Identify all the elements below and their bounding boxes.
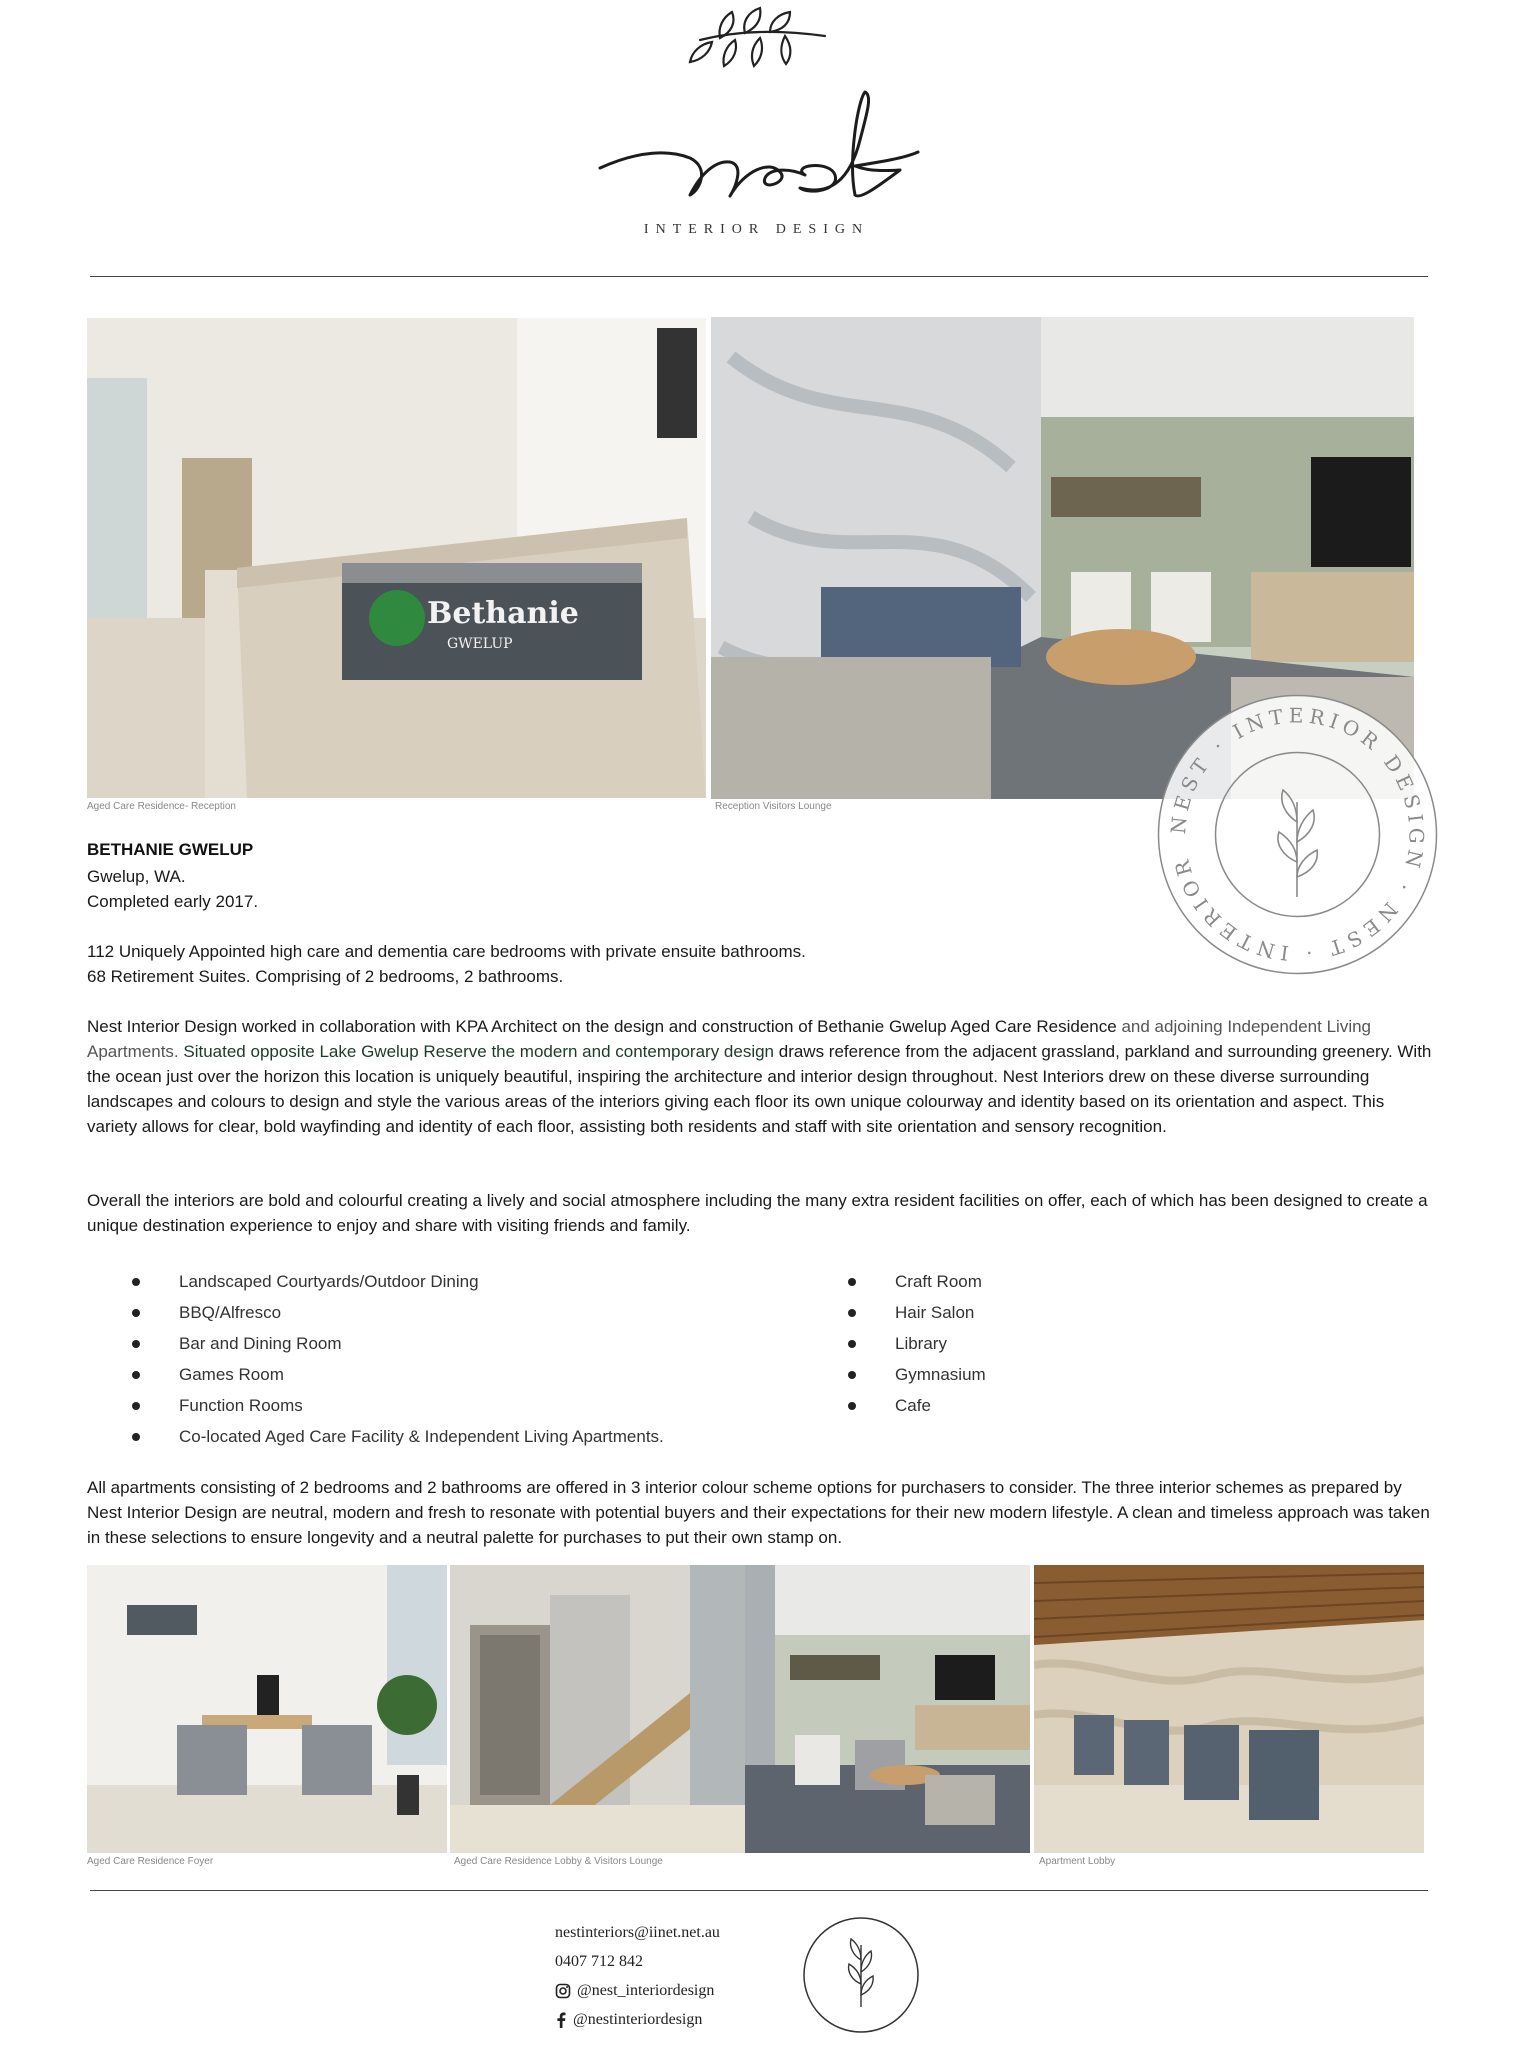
list-item: Games Room: [88, 1359, 788, 1390]
facilities-list-left: [88, 1266, 788, 1452]
description-part: draws reference from the adjacent grassland, parkland and surrounding greenery. With the ocean just over the horizon this location is uniquely beautiful, inspiring the architecture and interior design throughout. Nest Interiors drew on these diverse surrounding landscapes and colours to design and style the various areas of the interiors giving each floor its own unique colourway and identity based on its orientation and aspect. This variety allows for clear, bold wayfinding and identity of each floor, assisting both residents and staff with site orientation and sensory recognition.: [87, 1042, 1432, 1136]
project-title: BETHANIE GWELUP: [87, 840, 254, 859]
list-item: Craft Room: [804, 1266, 1204, 1297]
contact-email[interactable]: nestinteriors@iinet.net.au: [555, 1924, 720, 1941]
project-location: Gwelup, WA.: [87, 867, 186, 886]
list-item: Cafe: [804, 1390, 1204, 1421]
sign-title: Bethanie: [427, 596, 579, 631]
stamp-ring-text: NEST · INTERIOR DESIGN · NEST · INTERIOR: [1166, 703, 1429, 966]
project-fact-bedrooms: 112 Uniquely Appointed high care and dementia care bedrooms with private ensuite bathrooms.: [87, 942, 806, 961]
list-item: Co-located Aged Care Facility & Independent Living Apartments.: [88, 1421, 788, 1452]
project-atmosphere: Overall the interiors are bold and colourful creating a lively and social atmosphere including the many extra resident facilities on offer, each of which has been designed to create a unique destination experience to enjoy and share with visiting friends and family.: [87, 1191, 1428, 1235]
project-description: [87, 1014, 1432, 1139]
footer-leaf-badge: [801, 1915, 921, 2035]
photo-foyer: [87, 1565, 447, 1853]
project-fact-suites: 68 Retirement Suites. Comprising of 2 bedrooms, 2 bathrooms.: [87, 967, 564, 986]
contact-email-row: [555, 1918, 720, 1947]
facilities-list-right: [804, 1266, 1204, 1421]
photo-lounge: [745, 1565, 1030, 1853]
contact-instagram[interactable]: @nest_interiordesign: [577, 1982, 715, 1999]
contact-facebook[interactable]: @nestinteriordesign: [573, 2011, 703, 2028]
list-item: Landscaped Courtyards/Outdoor Dining: [88, 1266, 788, 1297]
footer-divider: [90, 1890, 1428, 1891]
list-item: Library: [804, 1328, 1204, 1359]
sign-subtitle: GWELUP: [447, 636, 513, 652]
caption-reception: Aged Care Residence- Reception: [87, 801, 236, 812]
caption-lobby: Aged Care Residence Lobby & Visitors Lounge: [454, 1856, 663, 1867]
instagram-icon: [555, 1983, 571, 1999]
description-part: and adjoining Independent Living Apartments.: [87, 1017, 1372, 1061]
facebook-icon: [555, 2012, 567, 2028]
contact-phone[interactable]: 0407 712 842: [555, 1953, 643, 1970]
list-item: BBQ/Alfresco: [88, 1297, 788, 1328]
list-item: Hair Salon: [804, 1297, 1204, 1328]
contact-facebook-row: [555, 2005, 720, 2034]
photo-reception: [87, 318, 706, 798]
interior-design-stamp: [1155, 692, 1440, 977]
header-divider: [90, 276, 1428, 277]
leaf-branch-icon: [0, 0, 1513, 250]
list-item: Function Rooms: [88, 1390, 788, 1421]
contact-instagram-row: [555, 1976, 720, 2005]
leaf-branch-icon: [801, 1915, 921, 2035]
brand-logo: [0, 0, 1513, 250]
description-part: Situated opposite Lake Gwelup Reserve the modern and contemporary design: [178, 1042, 775, 1061]
caption-foyer: Aged Care Residence Foyer: [87, 1856, 214, 1867]
contact-block: [555, 1918, 720, 2034]
description-part: Nest Interior Design worked in collaboration with KPA Architect on the design and construction of Bethanie Gwelup Aged Care Residence: [87, 1017, 1117, 1036]
list-item: Gymnasium: [804, 1359, 1204, 1390]
caption-apartment-lobby: Apartment Lobby: [1039, 1856, 1116, 1867]
project-apartments: All apartments consisting of 2 bedrooms and 2 bathrooms are offered in 3 interior colour scheme options for purchasers to consider. The three interior schemes as prepared by Nest Interior Design are neutral, modern and fresh to resonate with potential buyers and their expectations for their new modern lifestyle. A clean and timeless approach was taken in these selections to ensure longevity and a neutral palette for purchases to put their own stamp on.: [87, 1478, 1430, 1547]
brand-tagline: INTERIOR DESIGN: [643, 222, 870, 237]
photo-lobby: [450, 1565, 745, 1853]
contact-phone-row: [555, 1947, 720, 1976]
caption-visitors-lounge: Reception Visitors Lounge: [715, 801, 832, 812]
list-item: Bar and Dining Room: [88, 1328, 788, 1359]
project-completed: Completed early 2017.: [87, 892, 259, 911]
photo-apartment-lobby: [1034, 1565, 1424, 1853]
